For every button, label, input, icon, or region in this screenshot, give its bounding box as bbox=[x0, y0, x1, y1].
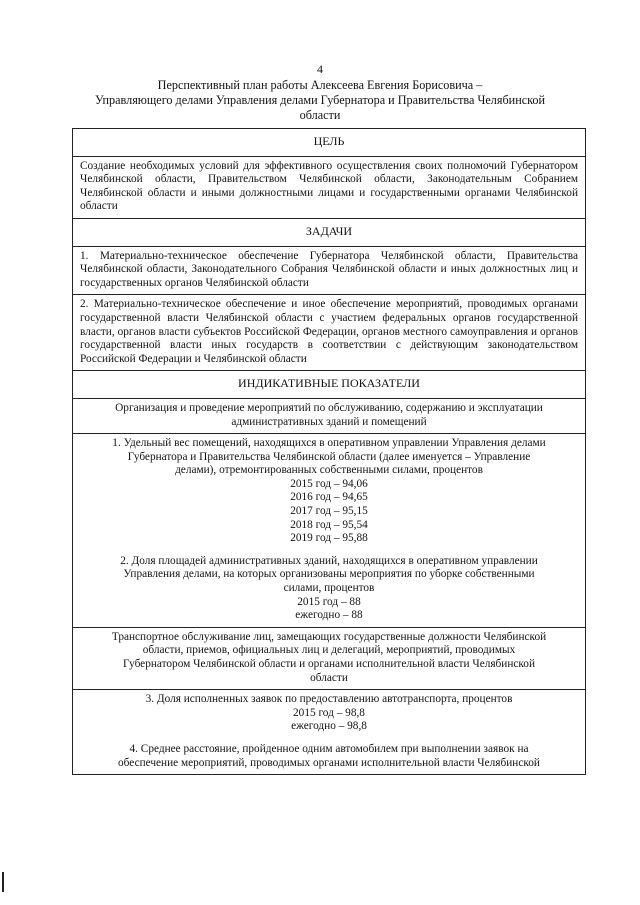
title-line-1: Перспективный план работы Алексеева Евгения Борисовича – bbox=[157, 78, 483, 92]
task-item-1: 1. Материально-техническое обеспечение Губернатора Челябинской области, Правительства Челябинской области, Законодательного Собрания Челябинской области и иных должностных лиц и государственных органов Челябинской области bbox=[73, 246, 586, 295]
indicator-section-transport bbox=[73, 627, 586, 689]
title-line-3: области bbox=[299, 108, 341, 122]
indicator-2-line-2: Управления делами, на которых организованы мероприятия по уборке собственными bbox=[123, 568, 535, 581]
section-transport-title-2: области, приемов, официальных лиц и делегаций, мероприятий, проводимых bbox=[142, 644, 516, 657]
indicator-3-year-value: ежегодно – 98,8 bbox=[291, 720, 367, 733]
goal-header: ЦЕЛЬ bbox=[73, 129, 586, 157]
task-item-2: 2. Материально-техническое обеспечение и иное обеспечение мероприятий, проводимых органами государственной власти Челябинской области с участием федеральных органов государственной власти, органов власти субъектов Российской Федерации, органов местного самоуправления и органов государственной власти иных государств в соответствии с действующим законодательством Российской Федерации и Челябинской области bbox=[73, 295, 586, 371]
indicator-1-year-value: 2016 год – 94,65 bbox=[290, 491, 368, 504]
indicator-block-1-2 bbox=[73, 434, 586, 628]
indicator-3-year-value: 2015 год – 98,8 bbox=[293, 706, 365, 719]
indicator-4-line-1: 4. Среднее расстояние, пройденное одним автомобилем при выполнении заявок на bbox=[129, 742, 529, 755]
section-transport-title-4: области bbox=[310, 671, 348, 684]
section-buildings-title-2: административных зданий и помещений bbox=[231, 415, 427, 428]
tasks-header: ЗАДАЧИ bbox=[73, 218, 586, 246]
indicator-2-year-value: 2015 год – 88 bbox=[297, 595, 361, 608]
indicator-2-line-3: силами, процентов bbox=[283, 582, 375, 595]
section-buildings-title-1: Организация и проведение мероприятий по обслуживанию, содержанию и эксплуатации bbox=[115, 401, 543, 414]
indicator-4-line-2: обеспечение мероприятий, проводимых органами исполнительной власти Челябинской bbox=[118, 756, 540, 769]
indicator-1-year-value: 2015 год – 94,06 bbox=[290, 477, 368, 490]
indicators-header: ИНДИКАТИВНЫЕ ПОКАЗАТЕЛИ bbox=[73, 371, 586, 399]
plan-table bbox=[72, 128, 586, 775]
document-title bbox=[70, 78, 570, 123]
scan-edge-mark bbox=[2, 872, 4, 892]
title-line-2: Управляющего делами Управления делами Губернатора и Правительства Челябинской bbox=[94, 93, 546, 107]
indicator-1-year-value: 2018 год – 95,54 bbox=[290, 518, 368, 531]
goal-text: Создание необходимых условий для эффективного осуществления своих полномочий Губернатором Челябинской области, Правительством Челябинской области, Законодательным Собранием Челябинской области и иными должностными лицами и государственными органами Челябинской области bbox=[73, 156, 586, 218]
page-number: 4 bbox=[317, 62, 323, 76]
spacer bbox=[80, 734, 578, 743]
indicator-2-line-1: 2. Доля площадей административных зданий, находящихся в оперативном управлении bbox=[120, 554, 538, 567]
indicator-1-line-2: Губернатора и Правительства Челябинской области (далее именуется – Управление bbox=[127, 450, 531, 463]
indicator-section-buildings bbox=[73, 398, 586, 433]
indicator-1-line-1: 1. Удельный вес помещений, находящихся в оперативном управлении Управления делами bbox=[112, 437, 546, 450]
indicator-1-year-value: 2017 год – 95,15 bbox=[290, 505, 368, 518]
indicator-1-year-value: 2019 год – 95,88 bbox=[290, 532, 368, 545]
indicator-1-line-3: делами), отремонтированных собственными силами, процентов bbox=[175, 464, 483, 477]
section-transport-title-1: Транспортное обслуживание лиц, замещающих государственные должности Челябинской bbox=[111, 630, 547, 643]
spacer bbox=[80, 546, 578, 555]
indicator-3-line-1: 3. Доля исполненных заявок по предоставлению автотранспорта, процентов bbox=[145, 693, 513, 706]
indicator-block-3-4 bbox=[73, 690, 586, 775]
indicator-2-year-value: ежегодно – 88 bbox=[295, 609, 363, 622]
section-transport-title-3: Губернатором Челябинской области и органами исполнительной власти Челябинской bbox=[122, 658, 536, 670]
